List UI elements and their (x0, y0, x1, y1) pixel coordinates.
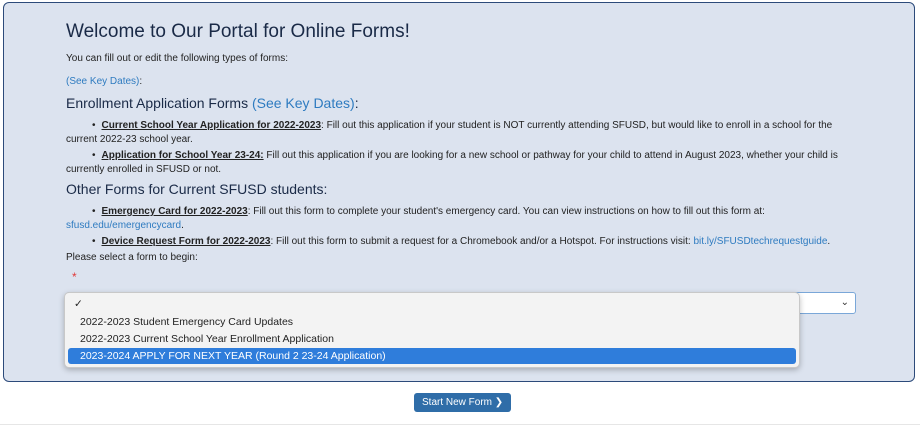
dropdown-blank-option[interactable] (68, 296, 796, 312)
bullet-dot: • (92, 120, 96, 131)
next-year-application-link[interactable]: Application for School Year 23-24: (101, 150, 264, 161)
enrollment-key-dates-link[interactable]: (See Key Dates) (251, 95, 355, 111)
checkmark-icon: ✓ (74, 298, 83, 310)
intro-text: You can fill out or edit the following types of forms: (66, 53, 288, 64)
dropdown-option-next-year[interactable]: 2023-2024 APPLY FOR NEXT YEAR (Round 2 23-24 Application) (68, 348, 796, 364)
list-item-text: Fill out this application if you are looking for a new school or pathway for your child to attend in August 2023, whether your child is currently enrolled in SFUSD or not. (66, 150, 838, 175)
enrollment-heading (66, 95, 359, 111)
list-item-text: : Fill out this form to complete your student's emergency card. You can view instructions on how to fill out this form at: (247, 206, 765, 217)
list-item (66, 205, 856, 233)
tech-request-guide-link[interactable]: bit.ly/SFUSDtechrequestguide (693, 236, 828, 247)
bullet-dot: • (92, 236, 96, 247)
forms-panel (3, 2, 915, 382)
start-new-form-button[interactable]: Start New Form ❯ (414, 393, 511, 412)
emergency-card-url[interactable]: sfusd.edu/emergencycard (66, 220, 182, 231)
chevron-down-icon: ⌄ (840, 297, 849, 308)
form-select-dropdown (64, 292, 800, 368)
bullet-dot: • (92, 150, 96, 161)
bullet-dot: • (92, 206, 96, 217)
footer-divider (0, 424, 920, 425)
dropdown-option-current-enrollment[interactable]: 2022-2023 Current School Year Enrollment Application (80, 333, 334, 345)
list-item-text: : Fill out this form to submit a request for a Chromebook and/or a Hotspot. For instructions visit: (270, 236, 694, 247)
enrollment-heading-text: Enrollment Application Forms (66, 95, 249, 111)
list-item (66, 235, 856, 249)
dropdown-option-emergency-card[interactable]: 2022-2023 Student Emergency Card Updates (80, 316, 294, 328)
current-year-application-link[interactable]: Current School Year Application for 2022-2023 (101, 120, 322, 131)
emergency-card-link[interactable]: Emergency Card for 2022-2023 (101, 206, 248, 217)
required-mark: * (72, 270, 77, 284)
key-dates-line (66, 76, 142, 87)
list-item-after: . (827, 236, 831, 247)
list-item (66, 149, 856, 177)
other-forms-heading: Other Forms for Current SFUSD students: (66, 181, 328, 197)
list-item-text: : Fill out this application if your student is NOT currently attending SFUSD, but would like to enroll in a school for the current 2022-23 school year. (66, 120, 833, 145)
key-dates-suffix: : (139, 76, 143, 87)
page-title: Welcome to Our Portal for Online Forms! (66, 21, 410, 42)
enrollment-heading-suffix: : (354, 95, 359, 111)
list-item (66, 119, 856, 147)
device-request-link[interactable]: Device Request Form for 2022-2023 (101, 236, 271, 247)
list-item-after: . (181, 220, 184, 231)
select-prompt: Please select a form to begin: (66, 252, 198, 263)
key-dates-link[interactable]: (See Key Dates) (66, 76, 140, 87)
